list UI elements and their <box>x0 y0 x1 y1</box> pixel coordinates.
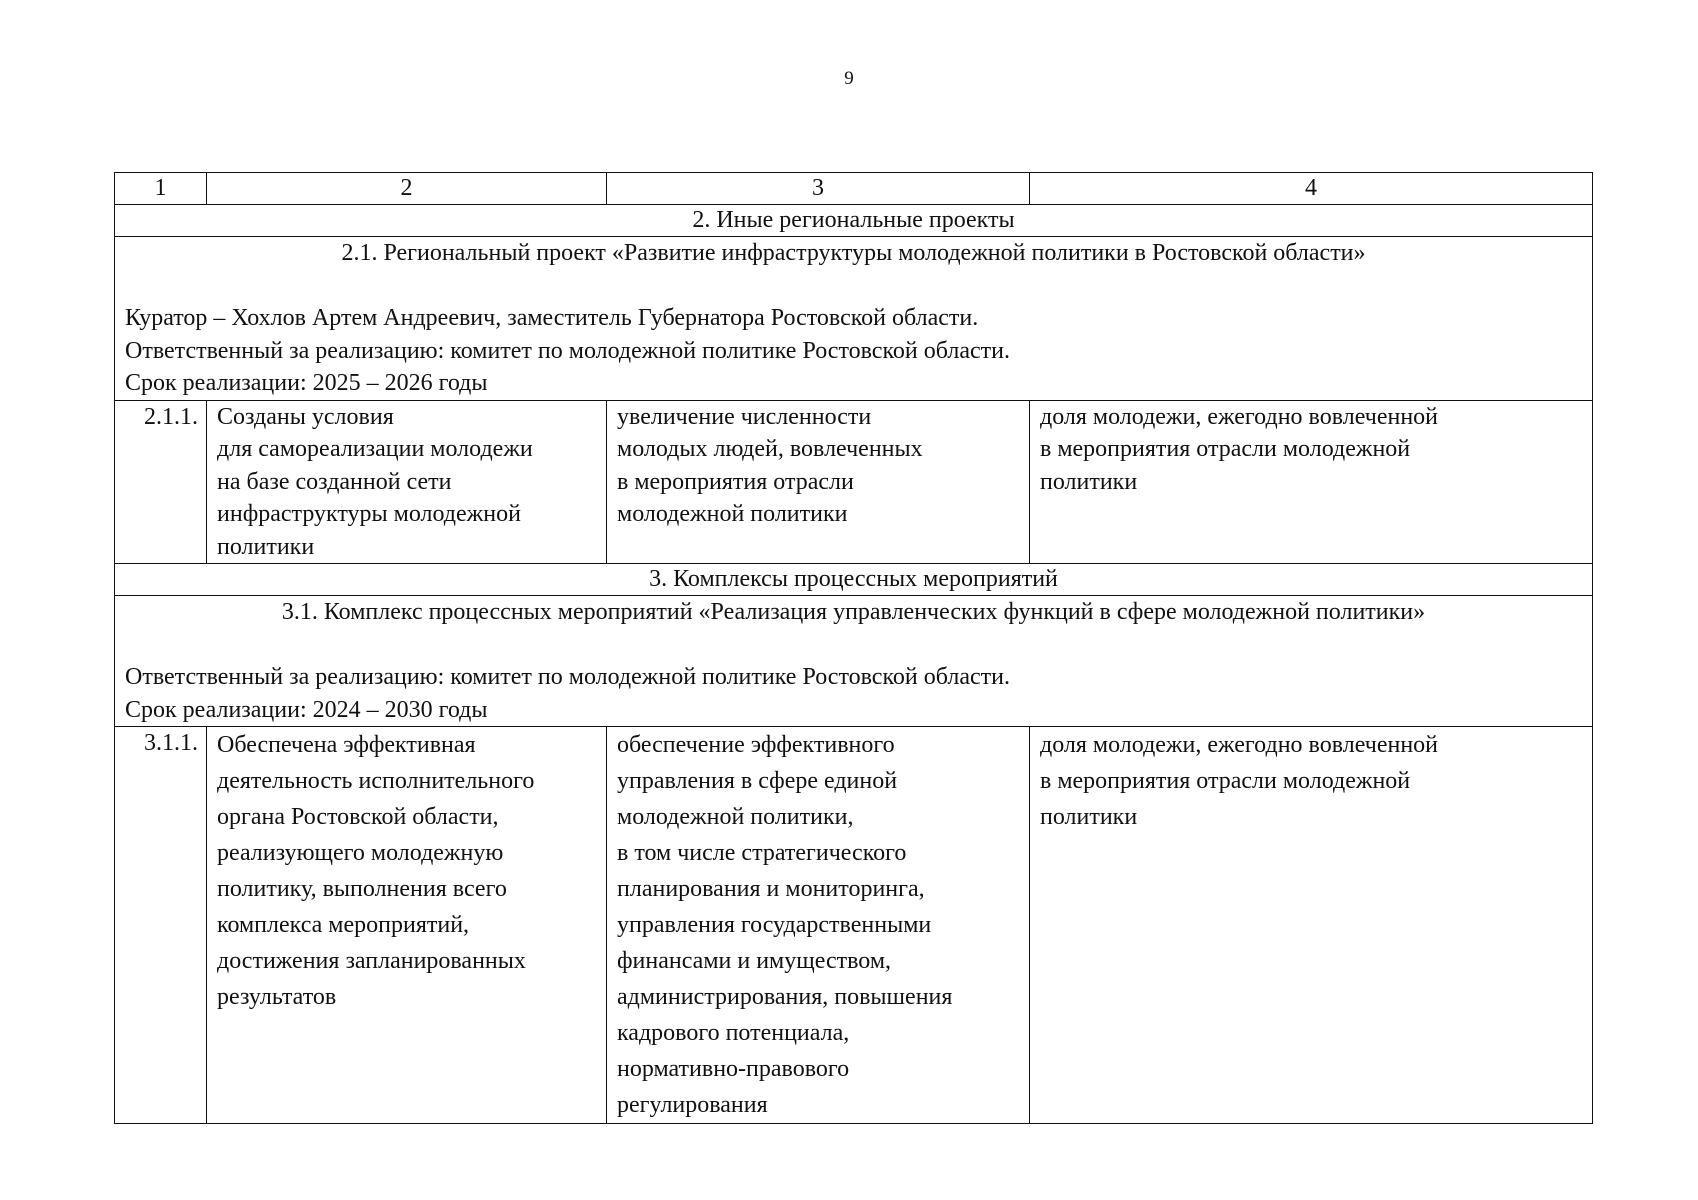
spacer <box>125 629 1582 662</box>
project-curator: Куратор – Хохлов Артем Андреевич, заместитель Губернатора Ростовской области. <box>125 305 979 331</box>
project-row <box>115 596 1593 727</box>
project-responsible: Ответственный за реализацию: комитет по молодежной политике Ростовской области. <box>125 664 1010 690</box>
project-row <box>115 237 1593 401</box>
row-number: 3.1.1. <box>115 727 207 1124</box>
column-number-row <box>115 173 1593 205</box>
project-title: 2.1. Региональный проект «Развитие инфраструктуры молодежной политики в Ростовской области» <box>341 240 1366 266</box>
column-number-1: 1 <box>115 173 207 205</box>
goals-table <box>114 172 1593 1124</box>
table-row <box>115 400 1593 564</box>
row-number: 2.1.1. <box>115 400 207 564</box>
section-row <box>115 205 1593 237</box>
page-number: 9 <box>844 68 854 89</box>
project-responsible: Ответственный за реализацию: комитет по молодежной политике Ростовской области. <box>125 337 1010 364</box>
effect-cell: обеспечение эффективного управления в сфере единой молодежной политики, в том числе стратегического планирования и мониторинга, управления государственными финансами и имуществом, администрирования, повышения кадрового потенциала, нормативно-правового регулирования <box>607 727 1030 1124</box>
column-number-3: 3 <box>607 173 1030 205</box>
project-term: Срок реализации: 2025 – 2026 годы <box>125 370 488 396</box>
project-cell <box>115 237 1593 401</box>
indicator-cell: доля молодежи, ежегодно вовлеченной в мероприятия отрасли молодежной политики <box>1030 727 1593 1124</box>
spacer <box>125 270 1582 303</box>
column-number-4: 4 <box>1030 173 1593 205</box>
task-cell: Созданы условия для самореализации молодежи на базе созданной сети инфраструктуры молодежной политики <box>207 400 607 564</box>
task-cell: Обеспечена эффективная деятельность исполнительного органа Ростовской области, реализующего молодежную политику, выполнения всего комплекса мероприятий, достижения запланированных результатов <box>207 727 607 1124</box>
section-row <box>115 564 1593 596</box>
project-cell <box>115 596 1593 727</box>
indicator-cell: доля молодежи, ежегодно вовлеченной в мероприятия отрасли молодежной политики <box>1030 400 1593 564</box>
table-row <box>115 727 1593 1124</box>
project-title: 3.1. Комплекс процессных мероприятий «Реализация управленческих функций в сфере молодежной политики» <box>281 599 1426 625</box>
section-title: 2. Иные региональные проекты <box>115 205 1593 237</box>
project-term: Срок реализации: 2024 – 2030 годы <box>125 696 488 723</box>
effect-cell: увеличение численности молодых людей, вовлеченных в мероприятия отрасли молодежной политики <box>607 400 1030 564</box>
column-number-2: 2 <box>207 173 607 205</box>
section-title: 3. Комплексы процессных мероприятий <box>115 564 1593 596</box>
